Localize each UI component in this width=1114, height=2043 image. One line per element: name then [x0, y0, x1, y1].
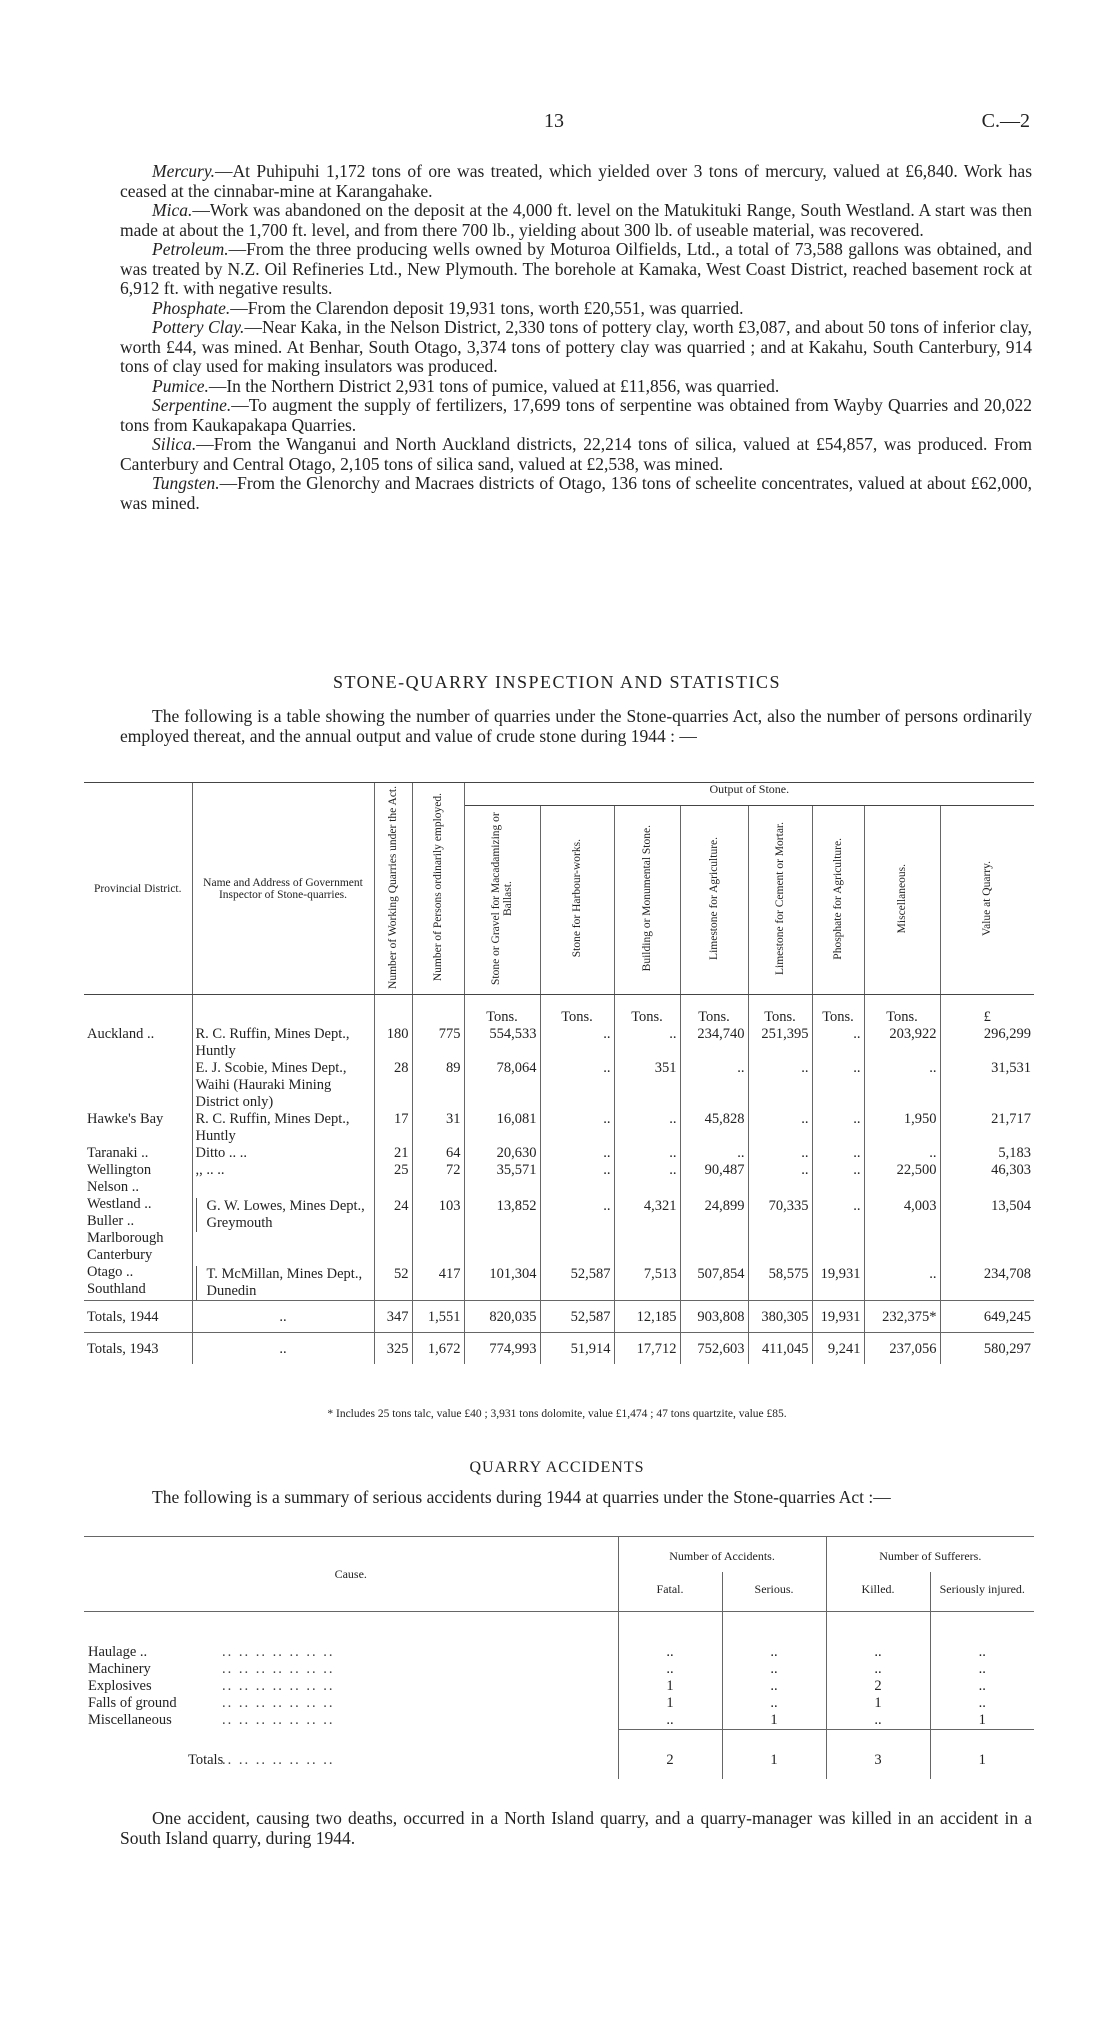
header-inspector: Name and Address of Government Inspector of Stone-quarries.	[192, 783, 374, 995]
district-list: Canterbury Otago .. Southland	[87, 1247, 153, 1297]
minerals-text	[120, 162, 1032, 513]
header-serious: Serious.	[722, 1572, 826, 1612]
paragraph-tungsten: Tungsten.—From the Glenorchy and Macraes districts of Otago, 136 tons of scheelite concentrates, valued at about £62,000, was mined.	[120, 473, 1032, 513]
page-number: 13	[544, 110, 564, 132]
header-macadam: Stone or Gravel for Macadamizing or Ballast.	[464, 806, 540, 995]
table-row: E. J. Scobie, Mines Dept., Waihi (Hauraki Mining District only) 28 89 78,064 .. 351 .. .. .. .. 31,531	[84, 1060, 1034, 1111]
table-row: Canterbury Otago .. Southland T. McMillan, Mines Dept., Dunedin 52 417 101,304 52,587 7,513 507,854 58,575 19,931 .. 234,708	[84, 1247, 1034, 1301]
paragraph-mica: Mica.—Work was abandoned on the deposit at the 4,000 ft. level on the Matukituki Range, South Westland. A start was then made at about the 1,700 ft. level, and from there 700 lb., yielding about 300 lb. of useable material, was recovered.	[120, 200, 1032, 240]
paragraph-mercury: Mercury.—At Puhipuhi 1,172 tons of ore was treated, which yielded over 3 tons of mercury, valued at £6,840. Work has ceased at the cinnabar-mine at Karangahake.	[120, 161, 1032, 201]
totals-row-1944: Totals, 1944 .. 347 1,551 820,035 52,587 12,185 903,808 380,305 19,931 232,375* 649,245	[84, 1301, 1034, 1333]
table-row: Machinery .. .. .. .. .. .. .. .. .. .. ..	[84, 1661, 1034, 1678]
header-fatal: Fatal.	[618, 1572, 722, 1612]
table-row: Miscellaneous .. .. .. .. .. .. .. .. 1 .. 1	[84, 1712, 1034, 1730]
header-seriously-injured: Seriously injured.	[930, 1572, 1034, 1612]
table-row: Auckland .. R. C. Ruffin, Mines Dept., Huntly 180 775 554,533 .. .. 234,740 251,395 .. 203,922 296,299	[84, 1026, 1034, 1060]
units-row: Tons. Tons. Tons. Tons. Tons. Tons. Tons. £	[84, 995, 1034, 1027]
header-phosphate: Phosphate for Agriculture.	[812, 806, 864, 995]
header-killed: Killed.	[826, 1572, 930, 1612]
header-district: Provincial District.	[84, 783, 192, 995]
header-output-group: Output of Stone.	[464, 783, 1034, 806]
table-row: Taranaki .. Ditto .. .. 21 64 20,630 .. .. .. .. .. .. 5,183	[84, 1145, 1034, 1162]
totals-row-1943: Totals, 1943 .. 325 1,672 774,993 51,914 17,712 752,603 411,045 9,241 237,056 580,297	[84, 1333, 1034, 1365]
header-persons: Number of Persons ordinarily employed.	[412, 783, 464, 995]
district-list: Nelson .. Westland .. Buller .. Marlborough	[87, 1179, 164, 1246]
header-value: Value at Quarry.	[940, 806, 1034, 995]
paragraph-serpentine: Serpentine.—To augment the supply of fertilizers, 17,699 tons of serpentine was obtained from Wayby Quarries and 20,022 tons from Kaukapakapa Quarries.	[120, 395, 1032, 435]
header-cause: Cause.	[84, 1537, 618, 1612]
document-code: C.—2	[981, 110, 1030, 132]
header-lime-agri: Limestone for Agriculture.	[680, 806, 748, 995]
accidents-closing: One accident, causing two deaths, occurred in a North Island quarry, and a quarry-manager was killed in an accident in a South Island quarry, during 1944.	[120, 1808, 1032, 1848]
paragraph-phosphate: Phosphate.—From the Clarendon deposit 19,931 tons, worth £20,551, was quarried.	[152, 297, 744, 318]
header-lime-cement: Limestone for Cement or Mortar.	[748, 806, 812, 995]
accidents-title: QUARRY ACCIDENTS	[469, 1459, 645, 1476]
table-row: Wellington ,, .. .. 25 72 35,571 .. .. 90,487 .. .. 22,500 46,303	[84, 1162, 1034, 1179]
stone-section-title: STONE-QUARRY INSPECTION AND STATISTICS	[332, 672, 782, 692]
header-building: Building or Monumental Stone.	[614, 806, 680, 995]
paragraph-silica: Silica.—From the Wanganui and North Auckland districts, 22,214 tons of silica, valued at £54,857, was produced. From Canterbury and Central Otago, 2,105 tons of silica sand, valued at £2,538, was mined.	[120, 434, 1032, 474]
paragraph-pottery-clay: Pottery Clay.—Near Kaka, in the Nelson District, 2,330 tons of pottery clay, worth £3,087, and about 50 tons of inferior clay, worth £44, was mined. At Benhar, South Otago, 3,374 tons of pottery clay was quarried ; and at Kakahu, South Canterbury, 914 tons of clay used for making insulators was produced.	[120, 317, 1032, 376]
accidents-totals-row: Totals .. .. .. .. .. .. .. 2 1 3 1	[84, 1730, 1034, 1780]
header-accidents-group: Number of Accidents.	[618, 1537, 826, 1573]
header-sufferers-group: Number of Sufferers.	[826, 1537, 1034, 1573]
accidents-intro: The following is a summary of serious accidents during 1944 at quarries under the Stone-quarries Act :—	[152, 1487, 891, 1507]
stone-section-intro: The following is a table showing the number of quarries under the Stone-quarries Act, also the number of persons ordinarily employed thereat, and the annual output and value of crude stone during 1944 : —	[120, 706, 1032, 746]
header-harbour: Stone for Harbour-works.	[540, 806, 614, 995]
header-quarries: Number of Working Quarries under the Act.	[374, 783, 412, 995]
paragraph-pumice: Pumice.—In the Northern District 2,931 tons of pumice, valued at £11,856, was quarried.	[152, 375, 780, 396]
page-header	[0, 110, 1114, 136]
table-row: Haulage .. .. .. .. .. .. .. .. .. .. .. ..	[84, 1612, 1034, 1662]
paragraph-petroleum: Petroleum.—From the three producing wells owned by Moturoa Oilfields, Ltd., a total of 73,588 gallons was obtained, and was treated by N.Z. Oil Refineries Ltd., New Plymouth. The borehole at Kamaka, West Coast District, reached basement rock at 6,912 ft. with negative results.	[120, 239, 1032, 298]
table-row: Explosives .. .. .. .. .. .. .. 1 .. 2 ..	[84, 1678, 1034, 1695]
table-row: Hawke's Bay R. C. Ruffin, Mines Dept., Huntly 17 31 16,081 .. .. 45,828 .. .. 1,950 21,717	[84, 1111, 1034, 1145]
stone-quarry-table	[84, 782, 1034, 1364]
header-misc: Miscellaneous.	[864, 806, 940, 995]
accidents-table	[84, 1536, 1034, 1779]
table-footnote: * Includes 25 tons talc, value £40 ; 3,931 tons dolomite, value £1,474 ; 47 tons quartzite, value £85.	[327, 1408, 787, 1420]
table-row: Nelson .. Westland .. Buller .. Marlborough G. W. Lowes, Mines Dept., Greymouth 24 103 13,852 .. 4,321 24,899 70,335 .. 4,003 13,504	[84, 1179, 1034, 1247]
table-row: Falls of ground .. .. .. .. .. .. .. 1 .. 1 ..	[84, 1695, 1034, 1712]
